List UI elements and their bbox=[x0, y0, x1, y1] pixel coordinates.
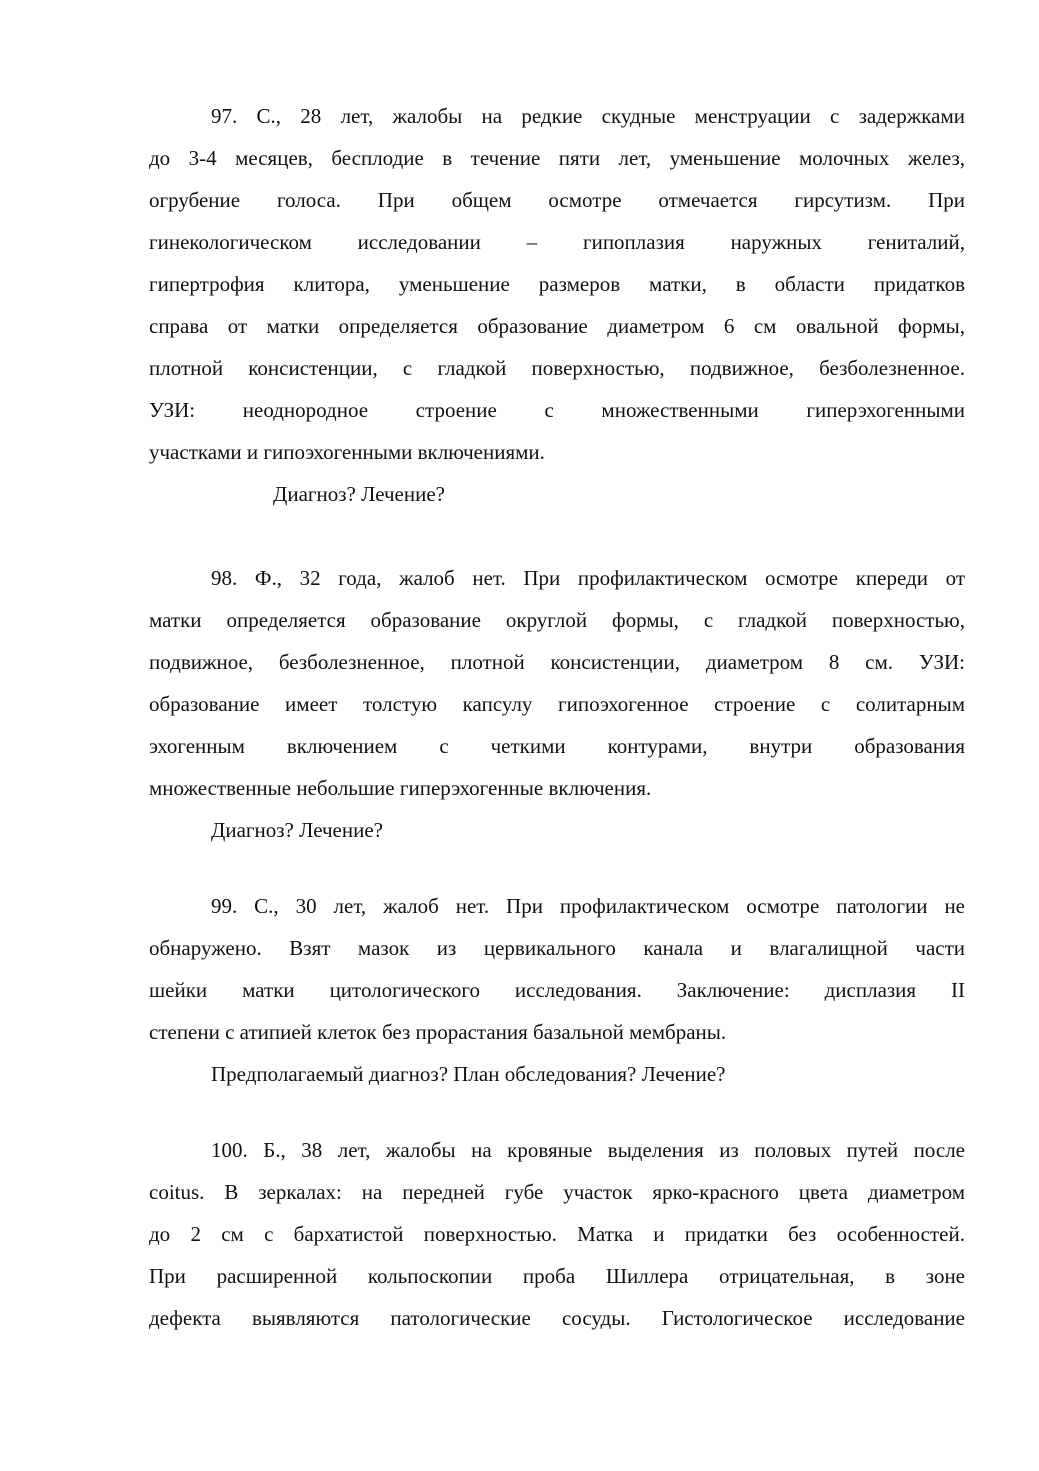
case-97 bbox=[149, 95, 965, 515]
case-100-line-2: coitus. В зеркалах: на передней губе участок ярко-красного цвета диаметром bbox=[149, 1180, 965, 1204]
case-98-line-3: подвижное, безболезненное, плотной консистенции, диаметром 8 см. УЗИ: bbox=[149, 650, 965, 674]
case-100-line-4: При расширенной кольпоскопии проба Шиллера отрицательная, в зоне bbox=[149, 1264, 965, 1288]
case-97-line-1: 97. С., 28 лет, жалобы на редкие скудные менструации с задержками bbox=[211, 104, 965, 128]
case-99 bbox=[149, 885, 965, 1095]
section-spacer bbox=[149, 515, 965, 557]
case-98-line-5: эхогенным включением с четкими контурами, внутри образования bbox=[149, 734, 965, 758]
document-page bbox=[149, 95, 965, 1339]
case-99-line-3: шейки матки цитологического исследования. Заключение: дисплазия II bbox=[149, 978, 965, 1002]
case-99-line-4: степени с атипией клеток без прорастания базальной мембраны. bbox=[149, 1020, 727, 1044]
case-98-line-1: 98. Ф., 32 года, жалоб нет. При профилактическом осмотре кпереди от bbox=[211, 566, 965, 590]
case-100-line-1: 100. Б., 38 лет, жалобы на кровяные выделения из половых путей после bbox=[211, 1138, 965, 1162]
case-100-line-5: дефекта выявляются патологические сосуды. Гистологическое исследование bbox=[149, 1306, 965, 1330]
case-98-line-4: образование имеет толстую капсулу гипоэхогенное строение с солитарным bbox=[149, 692, 965, 716]
case-99-line-1: 99. С., 30 лет, жалоб нет. При профилактическом осмотре патологии не bbox=[211, 894, 965, 918]
case-97-line-8: УЗИ: неоднородное строение с множественными гиперэхогенными bbox=[149, 398, 965, 422]
case-100-line-3: до 2 см с бархатистой поверхностью. Матка и придатки без особенностей. bbox=[149, 1222, 965, 1246]
case-98-line-2: матки определяется образование округлой формы, с гладкой поверхностью, bbox=[149, 608, 965, 632]
case-99-line-2: обнаружено. Взят мазок из цервикального канала и влагалищной части bbox=[149, 936, 965, 960]
case-97-line-3: огрубение голоса. При общем осмотре отмечается гирсутизм. При bbox=[149, 188, 965, 212]
case-98-question: Диагноз? Лечение? bbox=[211, 818, 383, 842]
case-97-line-6: справа от матки определяется образование диаметром 6 см овальной формы, bbox=[149, 314, 965, 338]
case-97-line-7: плотной консистенции, с гладкой поверхностью, подвижное, безболезненное. bbox=[149, 356, 965, 380]
case-97-line-4: гинекологическом исследовании – гипоплазия наружных гениталий, bbox=[149, 230, 965, 254]
section-spacer bbox=[149, 851, 965, 885]
case-100 bbox=[149, 1129, 965, 1339]
case-98 bbox=[149, 557, 965, 851]
case-99-question: Предполагаемый диагноз? План обследования? Лечение? bbox=[211, 1062, 726, 1086]
section-spacer bbox=[149, 1095, 965, 1129]
case-97-question: Диагноз? Лечение? bbox=[273, 482, 445, 506]
case-97-line-2: до 3-4 месяцев, бесплодие в течение пяти лет, уменьшение молочных желез, bbox=[149, 146, 965, 170]
case-98-line-6: множественные небольшие гиперэхогенные включения. bbox=[149, 776, 652, 800]
case-97-line-9: участками и гипоэхогенными включениями. bbox=[149, 440, 545, 464]
case-97-line-5: гипертрофия клитора, уменьшение размеров матки, в области придатков bbox=[149, 272, 965, 296]
